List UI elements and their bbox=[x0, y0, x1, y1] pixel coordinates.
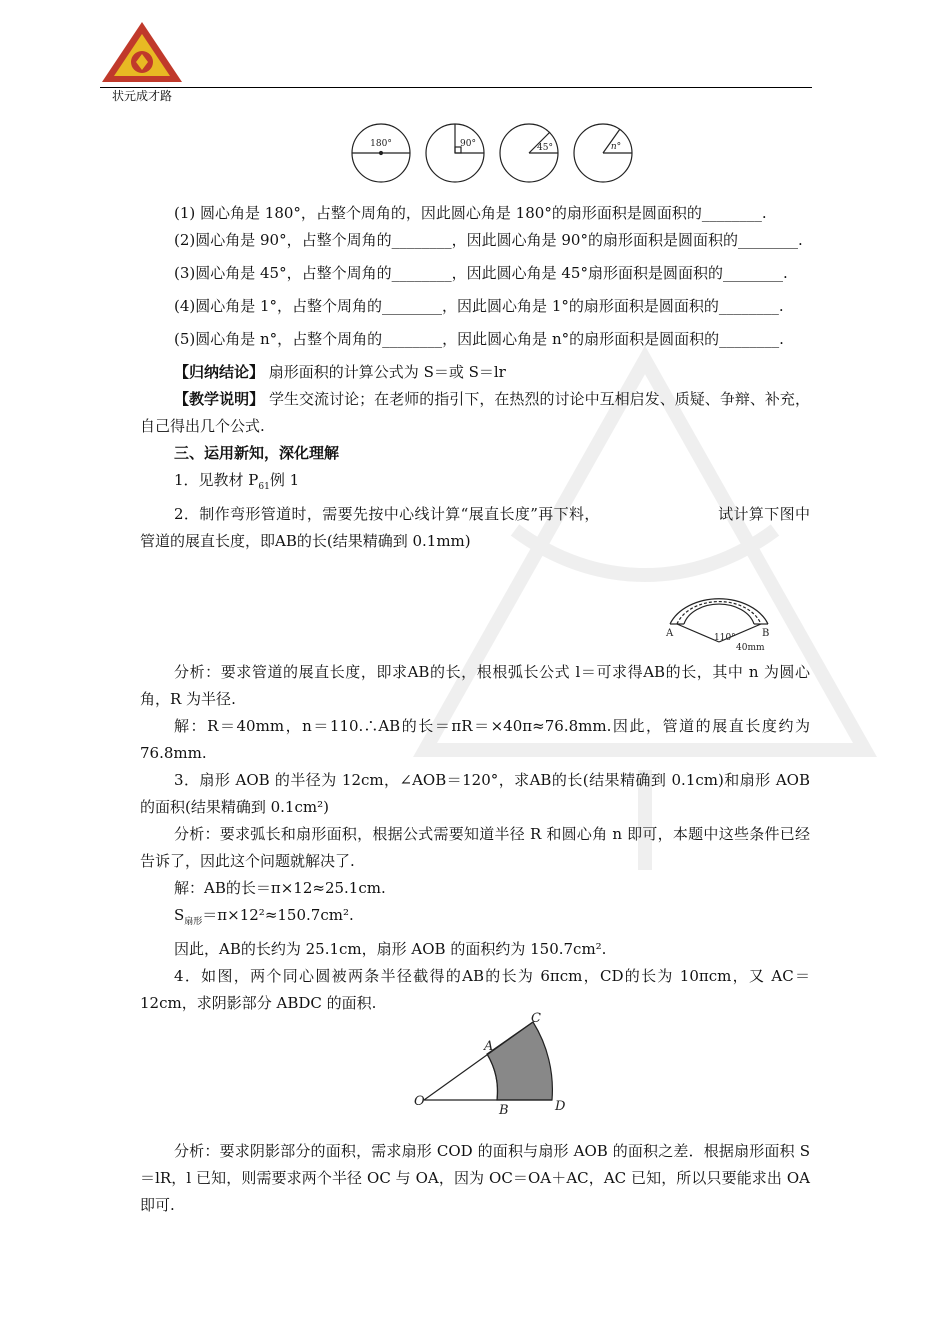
conclusion-label: 【归纳结论】 bbox=[174, 363, 265, 381]
sector-label-b: B bbox=[499, 1103, 509, 1118]
item-1-suffix: 例 1 bbox=[269, 471, 300, 489]
sector-label-c: C bbox=[531, 1011, 541, 1026]
item-3-solution-1: 解：AB的长＝π×12≈25.1cm. bbox=[174, 879, 386, 897]
circle-label-45: 45° bbox=[537, 143, 553, 153]
item-1-page: 61 bbox=[258, 482, 270, 492]
item-3-s-rest: ＝π×12²≈150.7cm². bbox=[202, 906, 354, 924]
circle-label-90: 90° bbox=[460, 139, 476, 149]
sector-label-o: O bbox=[414, 1094, 425, 1109]
item-3-s-sub: 扇形 bbox=[184, 917, 203, 927]
annular-sector-figure bbox=[412, 1010, 582, 1118]
sector-label-d: D bbox=[555, 1099, 566, 1114]
conclusion-text: 扇形面积的计算公式为 S＝或 S＝lr bbox=[268, 363, 506, 381]
item-4-analysis: 分析：要求阴影部分的面积，需求扇形 COD 的面积与扇形 AOB 的面积之差．根据扇形面积 S＝lR，l 已知，则需要求两个半径 OC 与 OA，因为 OC＝OA＋AC，AC 已知，所以只要能求出 OA 即可. bbox=[140, 1142, 810, 1214]
item-2-text bbox=[140, 501, 810, 555]
brand-logo bbox=[100, 20, 184, 106]
question-4: (4)圆心角是 1°，占整个周角的________，因此圆心角是 1°的扇形面积是圆面积的________. bbox=[174, 297, 784, 315]
pipe-figure bbox=[658, 582, 780, 654]
teaching-note-text: 学生交流讨论；在老师的指引下，在热烈的讨论中互相启发、质疑、争辩、补充，自己得出几个公式. bbox=[140, 390, 810, 435]
question-5: (5)圆心角是 n°，占整个周角的________，因此圆心角是 n°的扇形面积是圆面积的________. bbox=[174, 330, 784, 348]
item-4-analysis-block bbox=[140, 1138, 810, 1219]
item-1-prefix: 1．见教材 P bbox=[174, 471, 259, 489]
section-3-title: 三、运用新知，深化理解 bbox=[174, 444, 340, 462]
item-2-text-b: 试计算下图中管道的展直长度，即AB的长(结果精确到 0.1mm) bbox=[140, 505, 810, 550]
conclusion bbox=[140, 359, 810, 386]
questions-block bbox=[140, 200, 810, 555]
item-3-analysis: 分析：要求弧长和扇形面积，根据公式需要知道半径 R 和圆心角 n 即可，本题中这些条件已经告诉了，因此这个问题就解决了. bbox=[140, 825, 810, 870]
pipe-label-a: A bbox=[666, 628, 674, 639]
pipe-label-angle: 110° bbox=[714, 633, 736, 643]
teaching-note bbox=[140, 386, 810, 440]
circle-label-180: 180° bbox=[370, 139, 392, 149]
items-2-4-block bbox=[140, 659, 810, 1017]
pipe-label-b: B bbox=[762, 628, 770, 639]
teaching-note-label: 【教学说明】 bbox=[174, 390, 265, 408]
item-3-solution-2 bbox=[140, 902, 810, 936]
header-rule bbox=[100, 87, 812, 88]
central-angle-circles-figure bbox=[350, 122, 640, 184]
item-2-analysis: 分析：要求管道的展直长度，即求AB的长，根根弧长公式 l＝可求得AB的长，其中 n 为圆心角，R 为半径. bbox=[140, 663, 810, 708]
question-1: (1) 圆心角是 180°，占整个周角的，因此圆心角是 180°的扇形面积是圆面积的________. bbox=[174, 204, 767, 222]
item-3-text: 3．扇形 AOB 的半径为 12cm，∠AOB＝120°，求AB的长(结果精确到 0.1cm)和扇形 AOB 的面积(结果精确到 0.1cm²) bbox=[140, 771, 810, 816]
item-4-text: 4．如图，两个同心圆被两条半径截得的AB的长为 6πcm，CD的长为 10πcm，又 AC＝12cm，求阴影部分 ABDC 的面积. bbox=[140, 967, 810, 1012]
question-2: (2)圆心角是 90°，占整个周角的________，因此圆心角是 90°的扇形面积是圆面积的________. bbox=[174, 231, 803, 249]
item-2-solution: 解：R＝40mm，n＝110.∴AB的长＝πR＝×40π≈76.8mm.因此，管道的展直长度约为 76.8mm. bbox=[140, 717, 810, 762]
sector-label-a: A bbox=[484, 1039, 494, 1054]
item-2-text-a: 2．制作弯形管道时，需要先按中心线计算“展直长度”再下料， bbox=[174, 505, 600, 523]
question-3: (3)圆心角是 45°，占整个周角的________，因此圆心角是 45°扇形面积是圆面积的________. bbox=[174, 264, 788, 282]
item-1 bbox=[140, 467, 810, 501]
logo-text: 状元成才路 bbox=[111, 89, 173, 103]
circle-label-n: n° bbox=[610, 142, 622, 152]
pipe-label-radius: 40mm bbox=[736, 643, 765, 653]
item-3-solution-3: 因此，AB的长约为 25.1cm，扇形 AOB 的面积约为 150.7cm². bbox=[174, 940, 607, 958]
item-3-s: S bbox=[174, 906, 185, 924]
